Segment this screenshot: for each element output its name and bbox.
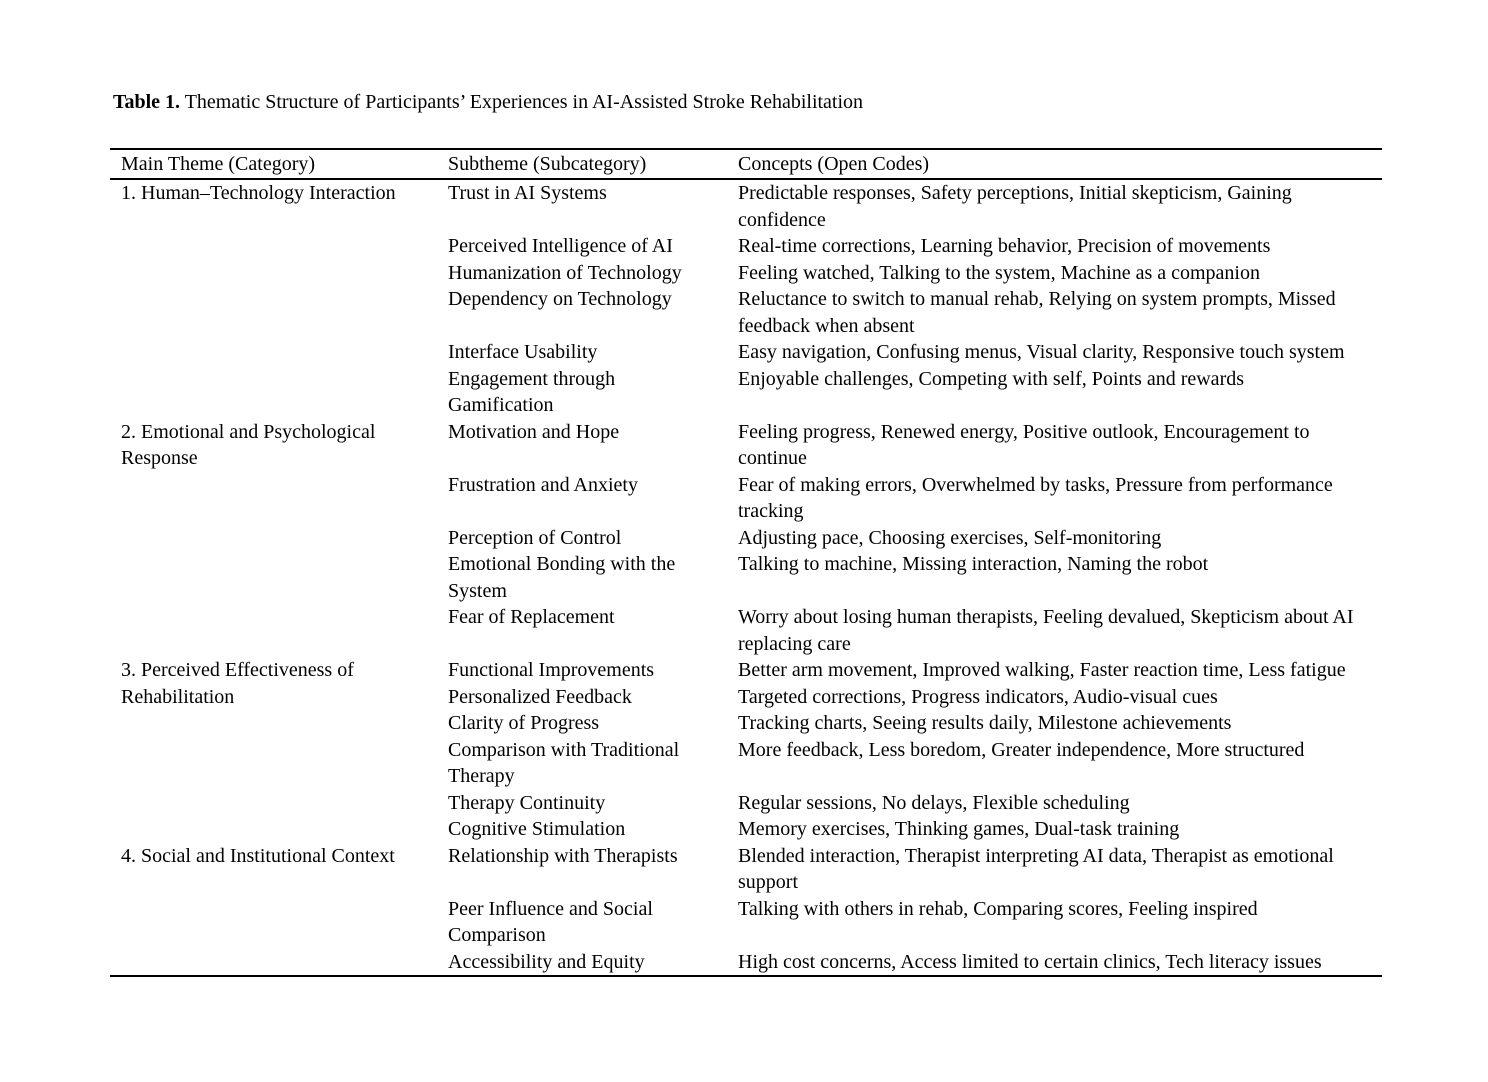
- concepts-cell: Fear of making errors, Overwhelmed by tasks, Pressure from performance tracking: [738, 473, 1333, 522]
- main-theme-cell: 2. Emotional and Psychological Response: [121, 420, 376, 469]
- concepts-cell: Talking with others in rehab, Comparing scores, Feeling inspired: [738, 897, 1258, 920]
- table-row: [110, 843, 1382, 896]
- concepts-cell: Predictable responses, Safety perceptions, Initial skepticism, Gaining confidence: [738, 182, 1292, 231]
- concepts-cell: Tracking charts, Seeing results daily, Milestone achievements: [738, 712, 1232, 734]
- concepts-cell: Enjoyable challenges, Competing with self, Points and rewards: [738, 367, 1245, 390]
- subtheme-cell: Interface Usability: [448, 341, 598, 363]
- subtheme-cell: Cognitive Stimulation: [448, 818, 626, 840]
- concepts-cell: Targeted corrections, Progress indicators, Audio-visual cues: [738, 685, 1218, 708]
- subtheme-cell: Emotional Bonding with the System: [448, 553, 676, 602]
- subtheme-cell: Personalized Feedback: [448, 685, 632, 708]
- concepts-cell: Feeling watched, Talking to the system, Machine as a companion: [738, 261, 1260, 284]
- table-caption-text: Thematic Structure of Participants’ Experiences in AI-Assisted Stroke Rehabilitation: [184, 91, 864, 113]
- concepts-cell: Blended interaction, Therapist interpreting AI data, Therapist as emotional support: [738, 844, 1334, 893]
- subtheme-cell: Trust in AI Systems: [448, 182, 607, 204]
- subtheme-cell: Humanization of Technology: [448, 261, 682, 284]
- concepts-cell: Better arm movement, Improved walking, Faster reaction time, Less fatigue: [738, 659, 1346, 681]
- subtheme-cell: Clarity of Progress: [448, 712, 600, 734]
- subtheme-cell: Peer Influence and Social Comparison: [448, 897, 653, 946]
- subtheme-cell: Therapy Continuity: [448, 791, 606, 814]
- table-body: [110, 179, 1382, 976]
- concepts-cell: Real-time corrections, Learning behavior, Precision of movements: [738, 235, 1271, 257]
- header-main-theme: Main Theme (Category): [110, 149, 448, 179]
- table-header: [110, 149, 1382, 179]
- concepts-cell: Easy navigation, Confusing menus, Visual clarity, Responsive touch system: [738, 341, 1345, 363]
- header-concepts: Concepts (Open Codes): [738, 149, 1382, 179]
- subtheme-cell: Perceived Intelligence of AI: [448, 235, 673, 257]
- subtheme-cell: Frustration and Anxiety: [448, 473, 638, 496]
- concepts-cell: Reluctance to switch to manual rehab, Relying on system prompts, Missed feedback when absent: [738, 288, 1336, 337]
- main-theme-cell: 3. Perceived Effectiveness of Rehabilitation: [121, 659, 354, 708]
- header-subtheme: Subtheme (Subcategory): [448, 149, 738, 179]
- concepts-cell: Regular sessions, No delays, Flexible scheduling: [738, 791, 1130, 814]
- table-caption: [113, 90, 863, 114]
- main-theme-cell: 4. Social and Institutional Context: [121, 844, 395, 867]
- subtheme-cell: Perception of Control: [448, 526, 622, 549]
- concepts-cell: Talking to machine, Missing interaction, Naming the robot: [738, 553, 1209, 575]
- thematic-structure-table: [110, 148, 1382, 977]
- concepts-cell: More feedback, Less boredom, Greater independence, More structured: [738, 738, 1305, 761]
- subtheme-cell: Motivation and Hope: [448, 420, 620, 443]
- subtheme-cell: Functional Improvements: [448, 659, 655, 681]
- concepts-cell: Adjusting pace, Choosing exercises, Self-monitoring: [738, 526, 1162, 549]
- concepts-cell: Memory exercises, Thinking games, Dual-task training: [738, 818, 1180, 840]
- table-row: [110, 419, 1382, 472]
- table-row: [110, 657, 1382, 684]
- subtheme-cell: Comparison with Traditional Therapy: [448, 738, 680, 787]
- concepts-cell: Feeling progress, Renewed energy, Positive outlook, Encouragement to continue: [738, 420, 1310, 469]
- concepts-cell: High cost concerns, Access limited to certain clinics, Tech literacy issues: [738, 950, 1322, 973]
- subtheme-cell: Fear of Replacement: [448, 606, 615, 628]
- header-row: [110, 149, 1382, 179]
- table-row: [110, 179, 1382, 233]
- subtheme-cell: Engagement through Gamification: [448, 367, 616, 416]
- main-theme-cell: 1. Human–Technology Interaction: [121, 182, 396, 204]
- subtheme-cell: Accessibility and Equity: [448, 950, 645, 973]
- subtheme-cell: Dependency on Technology: [448, 288, 672, 310]
- concepts-cell: Worry about losing human therapists, Feeling devalued, Skepticism about AI replacing care: [738, 606, 1354, 655]
- subtheme-cell: Relationship with Therapists: [448, 844, 678, 867]
- table-caption-label: Table 1.: [113, 91, 181, 113]
